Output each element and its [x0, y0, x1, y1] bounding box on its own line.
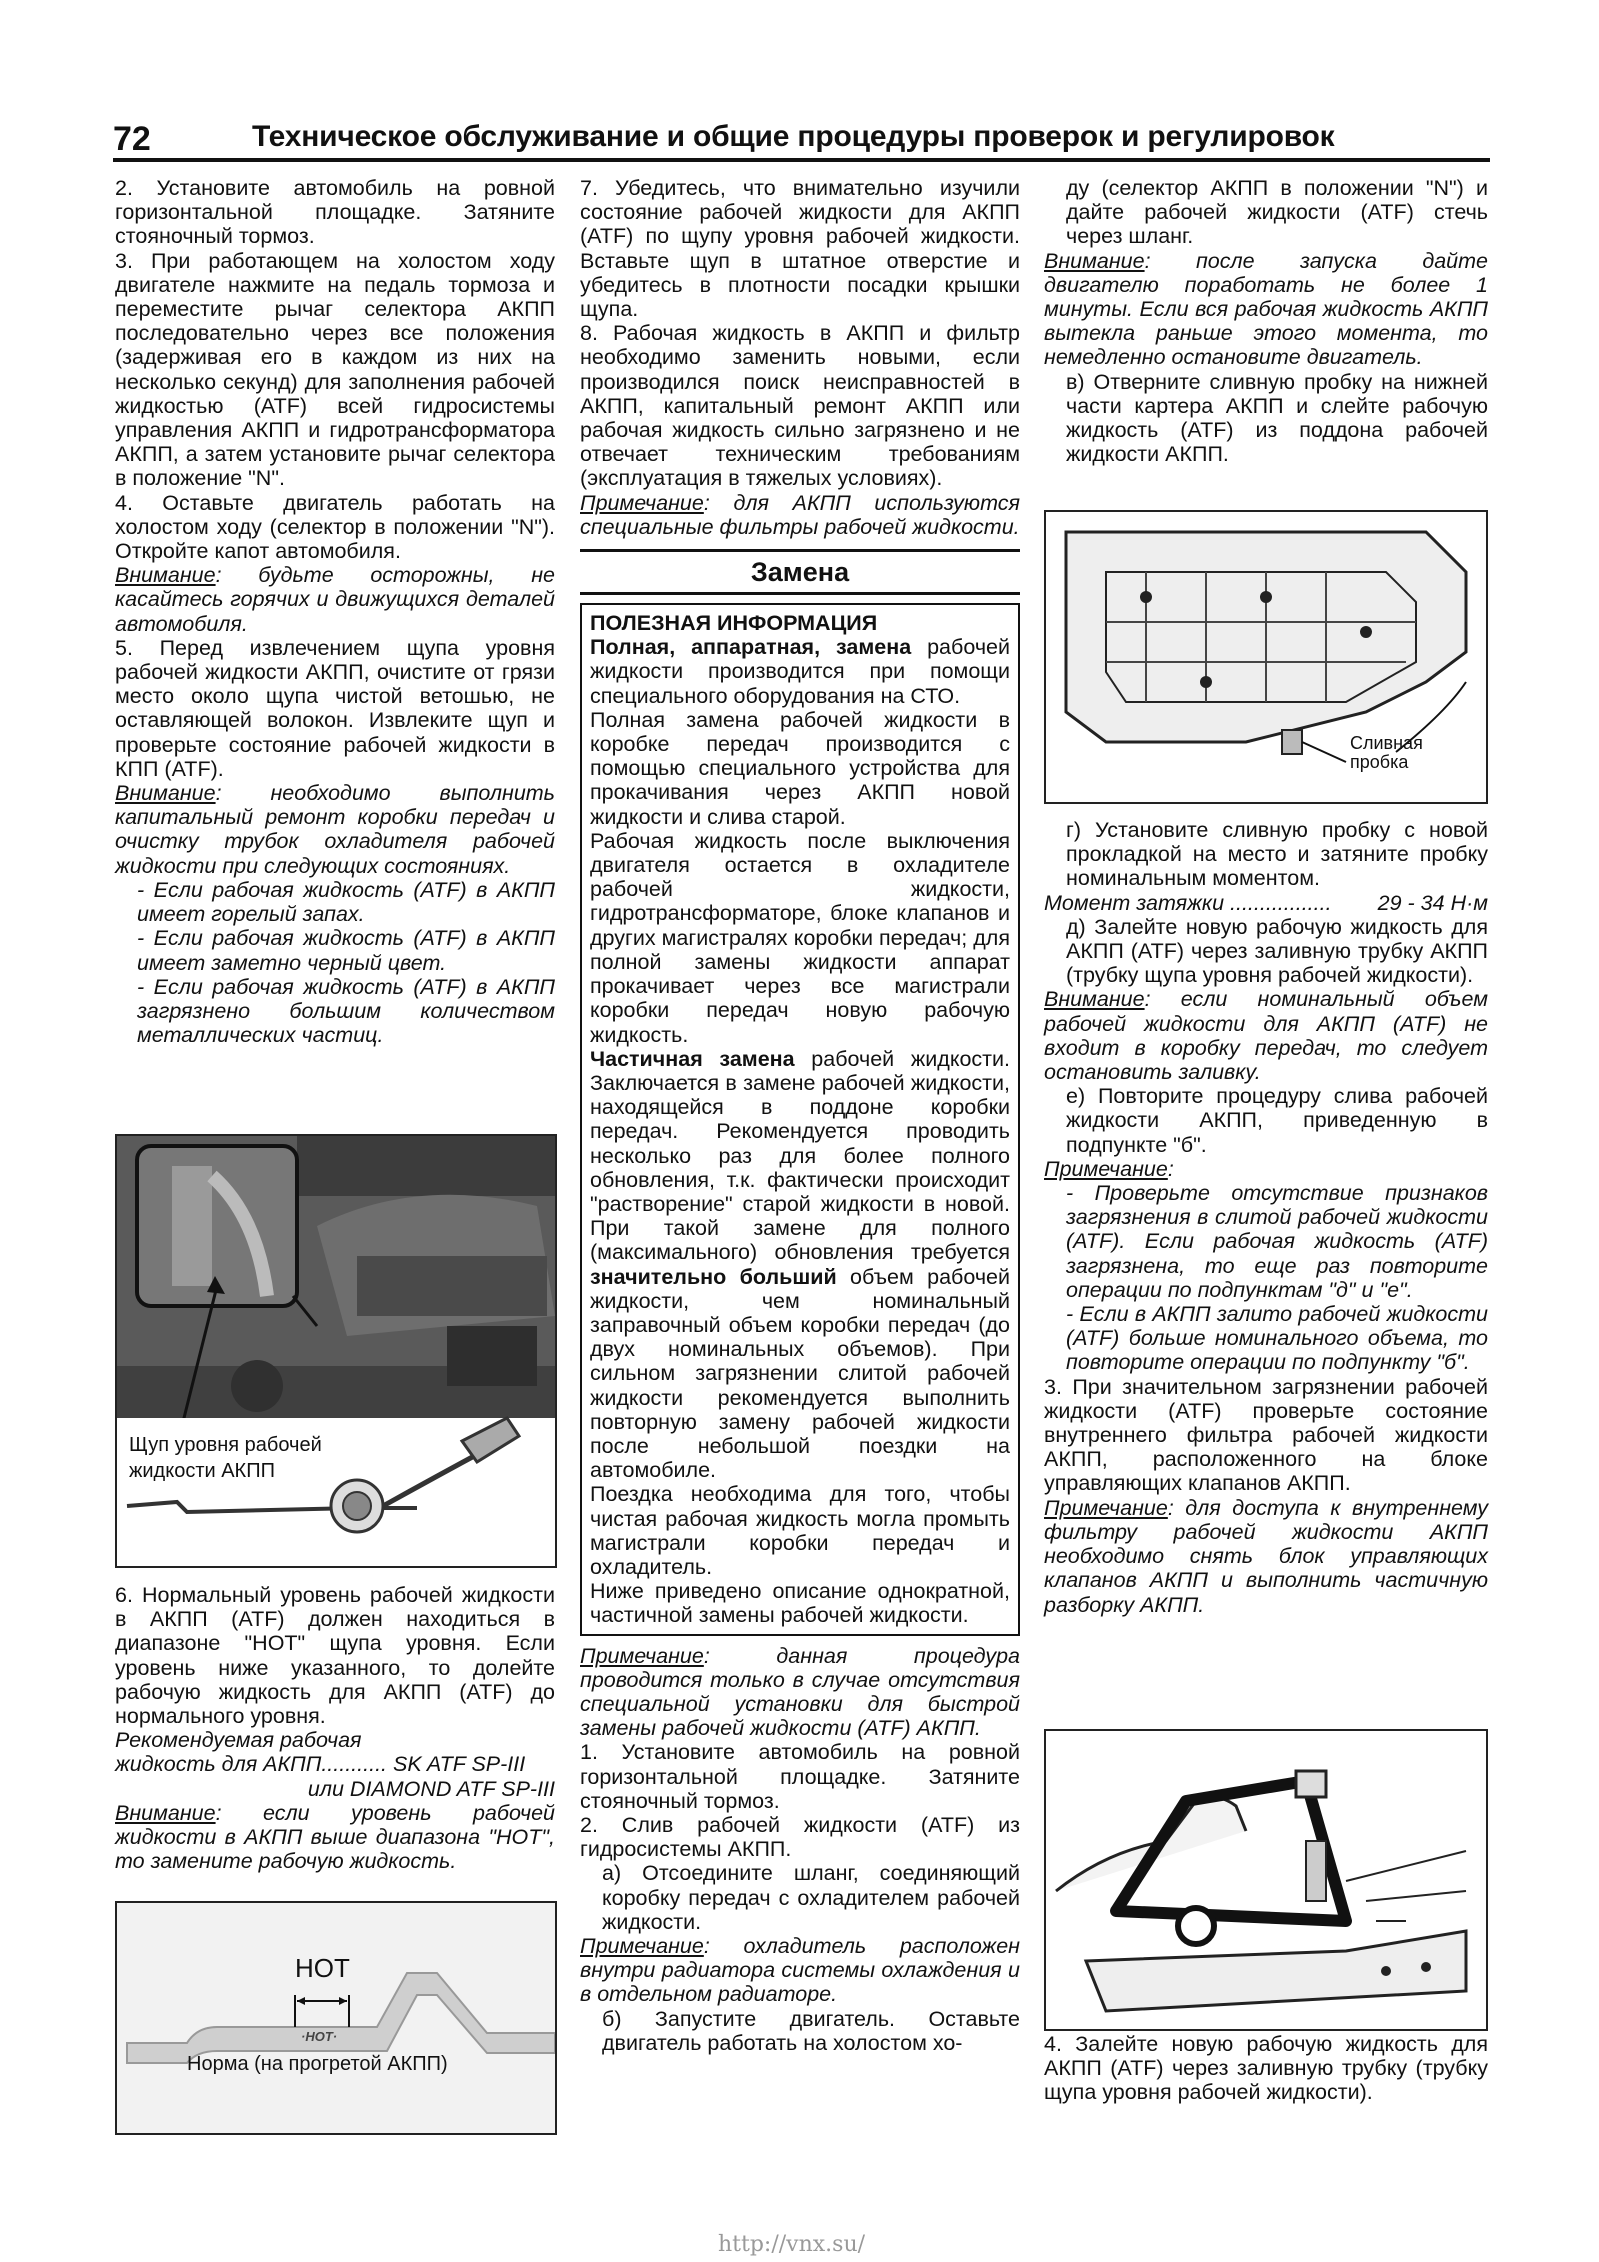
recommended-fluid-label: Рекомендуемая рабочая — [115, 1728, 362, 1753]
column-1 — [115, 176, 555, 1047]
note-text: : данная процедура проводится только в случае отсутствия специальной установки для быстрой замены рабочей жидкости (ATF) АКПП. — [580, 1643, 1020, 1741]
warning-note — [115, 1801, 555, 1874]
info-text: рабочей жидкости. Заключается в замене рабочей жидкости, находящейся в поддоне коробки передач. Рекомендуется проводить несколько раз для более полного обновления, т.к. фактически происходит "растворение" старой жидкости в новой. При такой замене для полного (максимального) обновления требуется — [590, 1046, 1010, 1265]
paragraph: в) Отверните сливную пробку на нижней части картера АКПП и слейте рабочую жидкость (ATF) из поддона рабочей жидкости АКПП. — [1066, 369, 1488, 467]
info-bold: значительно больший — [590, 1264, 837, 1289]
paragraph: 2. Слив рабочей жидкости (ATF) из гидросистемы АКПП. — [580, 1813, 1020, 1862]
note — [1044, 1157, 1488, 1181]
figure-caption: Норма (на прогретой АКПП) — [187, 2053, 448, 2075]
paragraph: 7. Убедитесь, что внимательно изучили состояние рабочей жидкости для АКПП (ATF) по щупу уровня рабочей жидкости. Вставьте щуп в штатное отверстие и убедитесь в плотности посадки крышки щупа. — [580, 176, 1020, 322]
warning-text: : необходимо выполнить капитальный ремонт коробки передач и очистку трубок охладителя рабочей жидкости при следующих состояниях. — [115, 781, 555, 878]
warning-text: : если номинальный объем рабочей жидкости для АКПП (ATF) не входит в коробку передач, то следует остановить заливку. — [1044, 987, 1488, 1085]
valve-body-illustration — [1046, 1731, 1486, 2029]
hot-label: НОТ — [295, 1953, 350, 1983]
info-paragraph: Рабочая жидкость после выключения двигателя остается в охладителе рабочей жидкости, гидротрансформаторе, блоке клапанов и других магистралях коробки передач; для полной замены жидкости аппарат прокачивает через все магистрали коробки передач новую рабочую жидкость. — [590, 828, 1010, 1047]
warning-note — [1044, 987, 1488, 1084]
paragraph: 1. Установите автомобиль на ровной горизонтальной площадке. Затяните стояночный тормоз. — [580, 1740, 1020, 1813]
info-paragraph: Поездка необходима для того, чтобы чистая рабочая жидкость могла промыть магистрали коробки передач и охладитель. — [590, 1482, 1010, 1579]
warning-note — [115, 563, 555, 636]
label-line: пробка — [1350, 752, 1409, 772]
paragraph: 3. При значительном загрязнении рабочей жидкости (ATF) проверьте состояние внутреннего фильтра рабочей жидкости АКПП, расположенного на блоке управляющих клапанов АКПП. — [1044, 1374, 1488, 1496]
info-text: объем рабочей жидкости, чем номинальный заправочный объем коробки передач (до двух номинальных объемов). При сильном загрязнении слитой рабочей жидкости рекомендуется выполнить повторную замену рабочей жидкости после небольшой поездки на автомобиле. — [590, 1264, 1010, 1483]
paragraph: 5. Перед извлечением щупа уровня рабочей жидкости АКПП, очистите от грязи место около щупа чистой ветошью, не оставляющей волокон. Извлеките щуп и проверьте состояние рабочей жидкости в КПП (ATF). — [115, 635, 555, 781]
info-title: ПОЛЕЗНАЯ ИНФОРМАЦИЯ — [590, 611, 878, 636]
info-paragraph: Ниже приведено описание однократной, частичной замены рабочей жидкости. — [590, 1579, 1010, 1628]
warning-text: : будьте осторожны, не касайтесь горячих и движущихся деталей автомобиля. — [115, 563, 555, 636]
useful-info-box — [580, 603, 1020, 1636]
footer-url[interactable]: http://vnx.su/ — [718, 2232, 866, 2257]
info-paragraph — [590, 1047, 1010, 1483]
note — [580, 1644, 1020, 1741]
label-line: Щуп уровня рабочей — [129, 1434, 322, 1456]
engine-bay-illustration — [117, 1136, 555, 1566]
info-text: рабочей жидкости производится при помощи специального оборудования на СТО. — [590, 635, 1010, 708]
figure-dipstick-hot — [115, 1901, 557, 2135]
recommended-fluid-alt: или DIAMOND ATF SP-III — [307, 1776, 555, 1801]
bullet-item: - Если рабочая жидкость (ATF) в АКПП загрязнено большим количеством металлических частиц. — [137, 974, 555, 1048]
paragraph: а) Отсоедините шланг, соединяющий коробку передач с охладителем рабочей жидкости. — [602, 1861, 1020, 1934]
dipstick-hot-illustration — [117, 1903, 555, 2133]
bullet-item: - Если рабочая жидкость (ATF) в АКПП имеет заметно черный цвет. — [137, 926, 555, 975]
column-1-lower — [115, 1583, 555, 1873]
paragraph: 4. Залейте новую рабочую жидкость для АКПП (ATF) через заливную трубку (трубку щупа уровня рабочей жидкости). — [1044, 2032, 1488, 2105]
note-text: : для доступа к внутреннему фильтру рабочей жидкости АКПП необходимо снять блок управляющих клапанов АКПП и выполнить частичную разборку АКПП. — [1044, 1495, 1488, 1617]
hot-stamp: ·HOT· — [301, 2029, 338, 2044]
warning-text: : после запуска дайте двигателю поработать не более 1 минуты. Если вся рабочая жидкость АКПП вытекла раньше этого момента, то немедленно остановите двигатель. — [1044, 248, 1488, 370]
recommended-fluid-value: жидкость для АКПП........... SK ATF SP-III — [115, 1752, 526, 1777]
column-3 — [1044, 176, 1488, 466]
note — [1044, 1496, 1488, 1617]
paragraph: б) Запустите двигатель. Оставьте двигатель работать на холостом хо- — [602, 2006, 1020, 2055]
figure-engine-dipstick — [115, 1134, 557, 1568]
note-text: : для АКПП используются специальные фильтры рабочей жидкости. — [580, 490, 1020, 539]
header-rule — [113, 158, 1490, 162]
paragraph: ду (селектор АКПП в положении "N") и дайте рабочей жидкости (ATF) стечь через шланг. — [1066, 176, 1488, 249]
info-bold: Частичная замена — [590, 1046, 795, 1071]
figure-label — [129, 1432, 322, 1484]
warning-label: Внимание — [1044, 987, 1145, 1012]
paragraph: 6. Нормальный уровень рабочей жидкости в АКПП (ATF) должен находиться в диапазоне "НОТ" щупа уровня. Если уровень ниже указанного, то долейте рабочую жидкость для АКПП (ATF) до нормального уровня. — [115, 1583, 555, 1729]
figure-label — [1350, 734, 1423, 772]
section-heading-block — [580, 549, 1020, 595]
torque-value: 29 - 34 Н·м — [1377, 890, 1488, 915]
warning-label: Внимание — [115, 563, 216, 588]
warning-label: Внимание — [115, 781, 216, 806]
paragraph: г) Установите сливную пробку с новой прокладкой на место и затяните пробку номинальным моментом. — [1066, 818, 1488, 891]
warning-text: : если уровень рабочей жидкости в АКПП выше диапазона "НОТ", то замените рабочую жидкость. — [115, 1800, 555, 1874]
section-rule — [580, 592, 1020, 595]
column-3-lower — [1044, 2032, 1488, 2105]
bullet-item: - Если рабочая жидкость (ATF) в АКПП имеет горелый запах. — [137, 877, 555, 927]
paragraph: 4. Оставьте двигатель работать на холостом ходу (селектор в положении "N"). Откройте капот автомобиля. — [115, 490, 555, 564]
note-label: Примечание — [1044, 1495, 1168, 1520]
torque-spec — [1044, 891, 1488, 915]
column-3-middle — [1044, 818, 1488, 1617]
note — [580, 491, 1020, 539]
page-number: 72 — [113, 120, 151, 158]
note-text: : охладитель расположен внутри радиатора системы охлаждения и в отдельном радиаторе. — [580, 1934, 1020, 2007]
note-text: : — [1167, 1156, 1174, 1181]
note-label: Примечание — [580, 490, 704, 515]
note-label: Примечание — [580, 1934, 704, 1959]
note — [580, 1934, 1020, 2007]
figure-drain-plug — [1044, 510, 1488, 804]
section-title: Замена — [750, 557, 850, 588]
info-bold: Полная, аппаратная, замена — [590, 635, 912, 660]
label-line: жидкости АКПП — [129, 1460, 275, 1482]
warning-label: Внимание — [115, 1800, 216, 1825]
note-item: - Если в АКПП залито рабочей жидкости (ATF) больше номинального объема, то повторите операции по подпункту "б". — [1066, 1302, 1488, 1375]
paragraph: 2. Установите автомобиль на ровной горизонтальной площадке. Затяните стояночный тормоз. — [115, 176, 555, 249]
warning-note — [1044, 249, 1488, 370]
warning-label: Внимание — [1044, 248, 1145, 273]
paragraph: е) Повторите процедуру слива рабочей жидкости АКПП, приведенную в подпункте "б". — [1066, 1084, 1488, 1157]
note-label: Примечание — [1044, 1156, 1168, 1181]
column-2 — [580, 176, 1020, 2055]
info-paragraph — [590, 635, 1010, 708]
paragraph: д) Залейте новую рабочую жидкость для АКПП (ATF) через заливную трубку АКПП (трубку щупа уровня рабочей жидкости). — [1066, 914, 1488, 988]
label-line: Сливная — [1350, 733, 1423, 753]
paragraph: 3. При работающем на холостом ходу двигателе нажмите на педаль тормоза и переместите рычаг селектора АКПП последовательно через все положения (задерживая его в каждом из них на несколько секунд) для заполнения рабочей жидкостью (ATF) всей гидросистемы управления АКПП и гидротрансформатора АКПП, а затем установите рычаг селектора в положение "N". — [115, 248, 555, 491]
info-paragraph: Полная замена рабочей жидкости в коробке передач производится с помощью специального устройства для прокачивания через АКПП новой жидкости и слива старой. — [590, 707, 1010, 829]
torque-label: Момент затяжки ................. — [1044, 890, 1332, 915]
paragraph: 8. Рабочая жидкость в АКПП и фильтр необходимо заменить новыми, если производился поиск неисправностей в АКПП, капитальный ремонт АКПП или рабочая жидкость сильно загрязнено и не отвечает техническим требованиям (эксплуатация в тяжелых условиях). — [580, 321, 1020, 491]
note-label: Примечание — [580, 1643, 704, 1668]
figure-valve-body — [1044, 1729, 1488, 2031]
page-title: Техническое обслуживание и общие процедуры проверок и регулировок — [252, 120, 1335, 153]
warning-note — [115, 781, 555, 878]
note-item: - Проверьте отсутствие признаков загрязнения в слитой рабочей жидкости (ATF). Если рабочая жидкость (ATF) загрязнена, то еще раз повторите операции по подпунктам "д" и "е". — [1066, 1181, 1488, 1302]
